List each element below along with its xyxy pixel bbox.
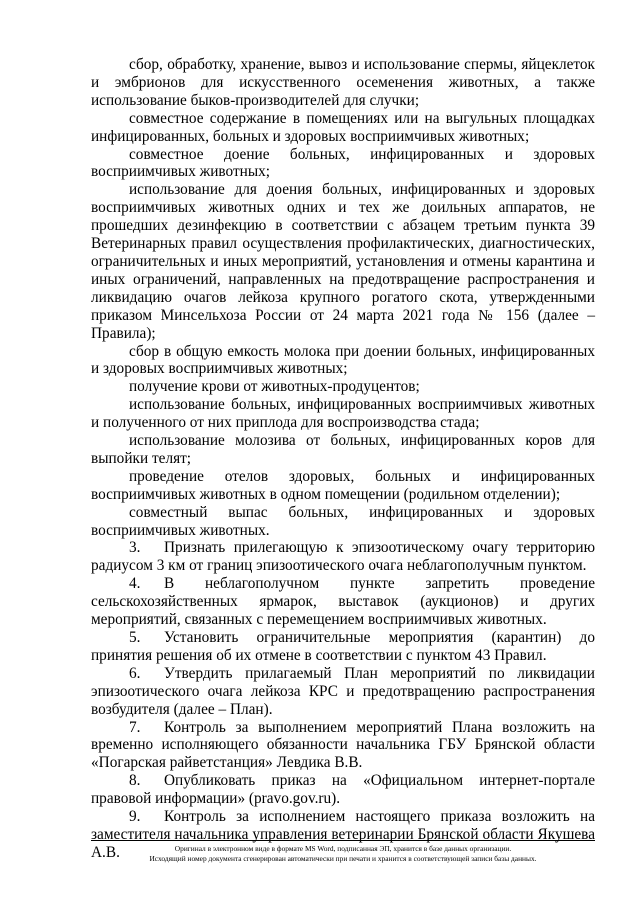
item-text: Утвердить прилагаемый План мероприятий по ликвидации эпизоотического очага лейкоза КРС и предотвращению распространения возбудителя (далее – План). [91,664,595,718]
item-number: 6. [129,664,141,682]
list-item: использование для доения больных, инфицированных и здоровых восприимчивых животных одних и тех же доильных аппаратов, не прошедших дезинфекцию в соответствии с абзацем третьим пункта 39 Ветеринарных правил осуществления профилактических, диагностических, ограничительных и иных мероприятий, установления и отмены карантина и иных ограничений, направленных на предотвращение распространения и ликвидацию очагов лейкоза крупного рогатого скота, утвержденными приказом Минсельхоза России от 24 марта 2021 года № 156 (далее – Правила); [91,181,595,342]
item-number: 9. [129,808,141,826]
item-text: Установить ограничительные мероприятия (карантин) до принятия решения об их отмене в соответствии с пунктом 43 Правил. [91,629,595,664]
footer-note-number: Исходящий номер документа сгенерирован автоматически при печати и хранится в соответствующей записи базы данных. [149,854,537,863]
list-item: совместное доение больных, инфицированных и здоровых восприимчивых животных; [91,145,595,181]
list-item: использование больных, инфицированных восприимчивых животных и полученного от них приплода для воспроизводства стада; [91,396,595,432]
document-body [91,56,595,862]
numbered-item-6 [91,665,595,719]
list-item: совместное содержание в помещениях или на выгульных площадках инфицированных, больных и здоровых восприимчивых животных; [91,109,595,145]
item-number: 3. [129,539,141,557]
list-item: получение крови от животных-продуцентов; [129,378,420,396]
list-item: сбор, обработку, хранение, вывоз и использование спермы, яйцеклеток и эмбрионов для искусственного осеменения животных, а также использование быков-производителей для случки; [91,56,595,109]
item-number: 7. [129,718,141,736]
list-item: использование молозива от больных, инфицированных коров для выпойки телят; [91,432,595,467]
item-number: 8. [129,772,141,790]
item-text: Контроль за выполнением мероприятий Плана возложить на временно исполняющего обязанности начальника ГБУ Брянской области «Погарская райветстанция» Левдика В.В. [91,718,595,772]
numbered-item-8 [91,772,595,808]
item-text: Признать прилегающую к эпизоотическому очагу территорию радиусом 3 км от границ эпизоотического очага неблагополучным пунктом. [91,539,595,575]
numbered-item-5 [91,629,595,665]
list-item: проведение отелов здоровых, больных и инфицированных восприимчивых животных в одном помещении (родильном отделении); [91,467,595,503]
page-footer [91,840,595,864]
footer-note-original: Оригинал в электронном виде в формате MS Word, подписанная ЭП, хранится в базе данных организации. [174,844,512,853]
item-text: Опубликовать приказ на «Официальном интернет-портале правовой информации» (pravo.gov.ru). [91,772,595,808]
numbered-item-3 [91,539,595,575]
item-number: 4. [129,575,141,593]
numbered-item-7 [91,719,595,773]
item-number: 5. [129,629,141,646]
item-text: В неблагополучном пункте запретить проведение сельскохозяйственных ярмарок, выставок (аукционов) и других мероприятий, связанных с перемещением восприимчивых животных. [91,575,595,629]
item-text: Контроль за исполнением настоящего приказа возложить на заместителя начальника управления ветеринарии Брянской области Якушева А.В. [91,808,595,861]
numbered-item-4 [91,575,595,629]
list-item: совместный выпас больных, инфицированных и здоровых восприимчивых животных. [91,503,595,539]
list-item: сбор в общую емкость молока при доении больных, инфицированных и здоровых восприимчивых животных; [91,342,595,378]
